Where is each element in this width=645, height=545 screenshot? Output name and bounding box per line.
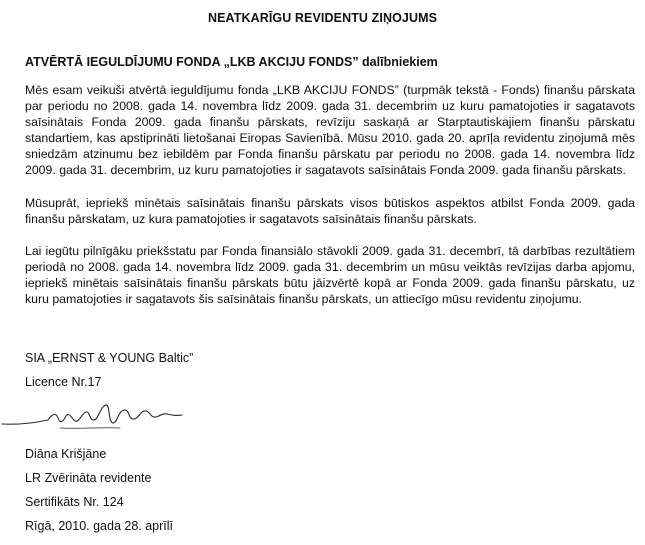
signatory-role: LR Zvērināta revidente [25, 471, 152, 485]
signatory-name: Diāna Krišjāne [25, 447, 107, 461]
paragraph-opinion: Mūsuprāt, iepriekš minētais saīsinātais finanšu pārskats visos būtiskos aspektos atbilst Fonda 2009. gada finanšu pārskatam, uz kura pamatojoties ir sagatavots saīsinātais finanšu pārskats. [25, 196, 635, 226]
handwritten-signature [0, 398, 200, 438]
paragraph-scope: Mēs esam veikuši atvērtā ieguldījumu fonda „LKB AKCIJU FONDS” (turpmāk tekstā - Fonds) finanšu pārskata par periodu no 2008. gada 14. novembra līdz 2009. gada 31. decembrim uz kuru pamatojoties ir sagatavots saīsinātais Fonda 2009. gada finanšu pārskats, revīziju saskaņā ar Starptautiskajiem finanšu pārskatu standartiem, kas apstiprināti lietošanai Eiropas Savienībā. Mūsu 2010. gada 20. aprīļa revidentu ziņojumā mēs sniedzām atzinumu bez iebildēm par Fonda finanšu pārskatu par periodu no 2008. gada 14. novembra līdz 2009. gada 31. decembrim, uz kuru pamatojoties ir sagatavots saīsinātais Fonda 2009. gada finanšu pārskats. [25, 83, 635, 177]
paragraph-understanding: Lai iegūtu pilnīgāku priekšstatu par Fonda finansiālo stāvokli 2009. gada 31. decembrī, tā darbības rezultātiem periodā no 2008. gada 14. novembra līdz 2009. gada 31. decembrim un mūsu veiktās revīzijas darba apjomu, iepriekš minētais saīsinātais finanšu pārskats būtu jāizvērtē kopā ar Fonda 2009. gada finanšu pārskatu, uz kuru pamatojoties ir sagatavots šis saīsinātais finanšu pārskats, un attiecīgo mūsu revidentu ziņojumu. [25, 244, 635, 306]
licence-number: Licence Nr.17 [25, 375, 102, 389]
place-and-date: Rīgā, 2010. gada 28. aprīlī [25, 519, 174, 533]
certificate-number: Sertifikāts Nr. 124 [25, 495, 124, 509]
addressee-heading: ATVĒRTĀ IEGULDĪJUMU FONDA „LKB AKCIJU FONDS” dalībniekiem [25, 55, 438, 69]
audit-firm-name: SIA „ERNST & YOUNG Baltic” [25, 351, 194, 365]
report-title: NEATKARĪGU REVIDENTU ZIŅOJUMS [207, 11, 438, 25]
